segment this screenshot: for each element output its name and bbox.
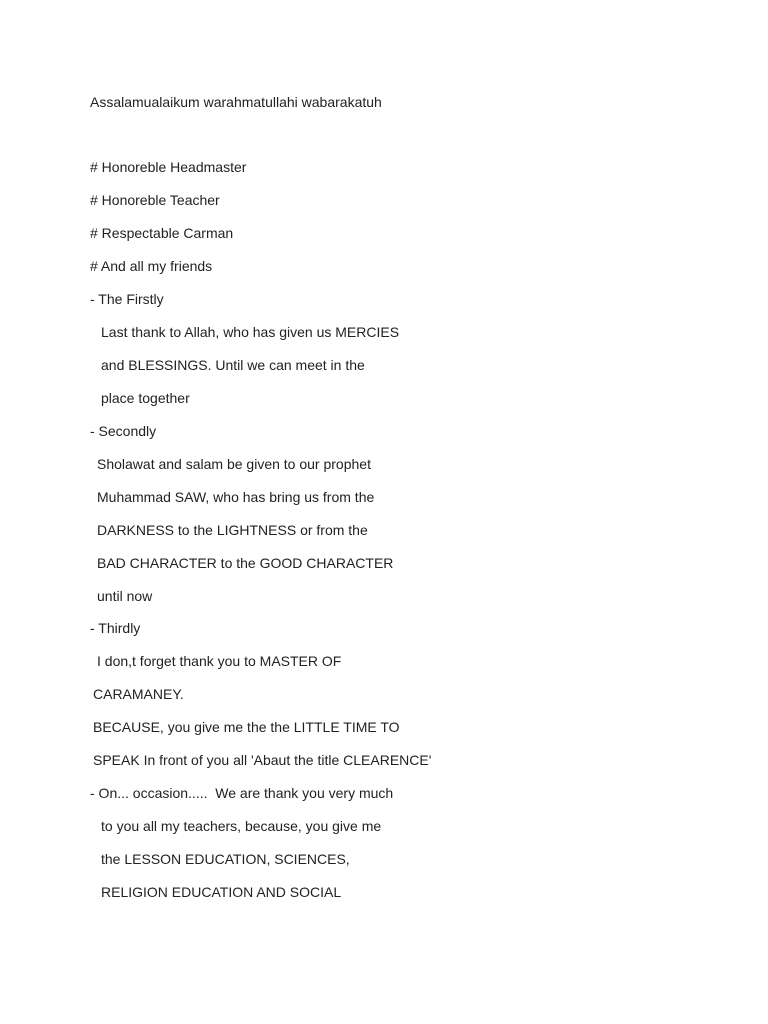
text-line: CARAMANEY. [93,686,184,702]
text-line: until now [97,588,153,604]
section-heading-secondly: - Secondly [90,423,157,439]
salutation-carman: # Respectable Carman [90,225,234,241]
text-line: BECAUSE, you give me the the LITTLE TIME TO [93,719,400,735]
text-line: to you all my teachers, because, you give me [101,818,382,834]
section-heading-firstly: - The Firstly [90,291,164,307]
text-line: DARKNESS to the LIGHTNESS or from the [97,522,368,538]
text-line: Sholawat and salam be given to our prophet [97,456,371,472]
text-line: Last thank to Allah, who has given us MERCIES [101,324,400,340]
text-line: place together [101,390,190,406]
text-line: and BLESSINGS. Until we can meet in the [101,357,365,373]
text-line: BAD CHARACTER to the GOOD CHARACTER [97,555,394,571]
section-heading-occasion: - On... occasion..... We are thank you very much [90,785,394,801]
greeting-line: Assalamualaikum warahmatullahi wabarakatuh [90,94,382,110]
text-line: the LESSON EDUCATION, SCIENCES, [101,851,350,867]
salutation-headmaster: # Honoreble Headmaster [90,159,247,175]
section-heading-thirdly: - Thirdly [90,620,141,636]
text-line: I don,t forget thank you to MASTER OF [97,653,342,669]
salutation-friends: # And all my friends [90,258,213,274]
text-line: Muhammad SAW, who has bring us from the [97,489,375,505]
salutation-teacher: # Honoreble Teacher [90,192,220,208]
text-line: RELIGION EDUCATION AND SOCIAL [101,884,342,900]
text-line: SPEAK In front of you all 'Abaut the title CLEARENCE' [93,752,432,768]
